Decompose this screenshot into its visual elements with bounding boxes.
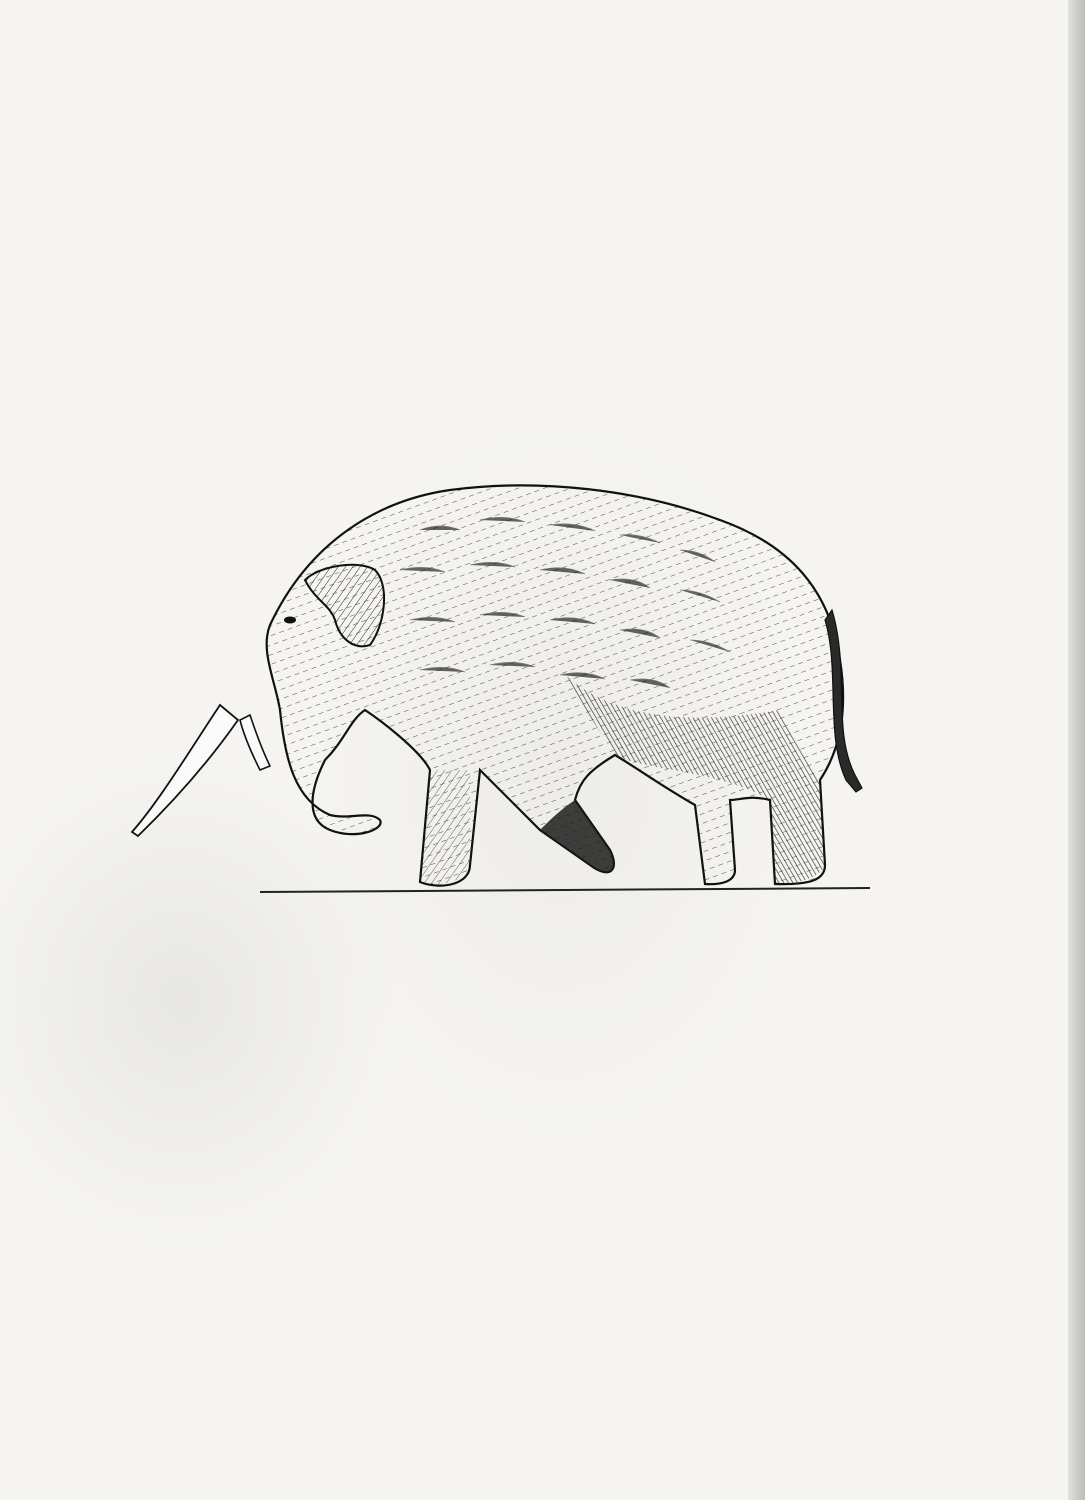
eye [284,617,296,624]
ground-line [260,888,870,892]
upper-tusk [240,715,270,770]
page-spine-shadow [1068,0,1085,1500]
lower-tusk [132,705,238,836]
mastodon-illustration [120,470,880,900]
